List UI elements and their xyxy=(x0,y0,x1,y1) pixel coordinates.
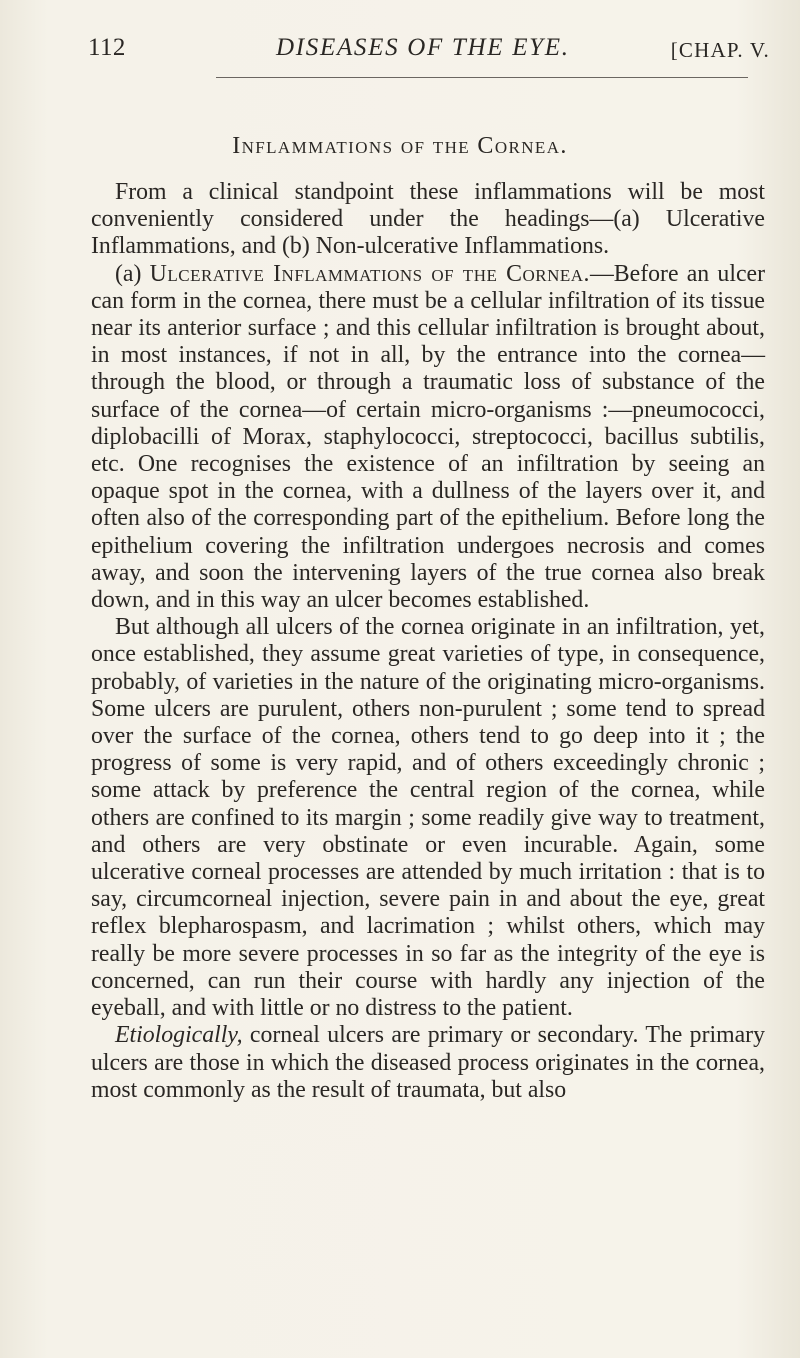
etiology-lead: Etiologically, xyxy=(115,1022,243,1049)
paragraph-ulcerative xyxy=(91,261,765,615)
paragraph-varieties xyxy=(91,614,765,1022)
paragraph-etiology xyxy=(91,1022,765,1104)
paragraph-intro-text: From a clinical standpoint these inflammations will be most conveniently considered under the headings—(a) Ulcerative Inflammations, and (b) Non-ulcerative Inflammations. xyxy=(91,179,765,260)
subsection-heading: Ulcerative Inflammations of the Cornea. xyxy=(149,260,590,287)
chapter-label: [CHAP. V. xyxy=(670,38,770,62)
running-header xyxy=(88,34,770,68)
body-text xyxy=(91,179,765,1104)
running-title: DISEASES OF THE EYE. xyxy=(276,34,570,61)
paragraph-intro xyxy=(91,179,765,261)
paragraph-etiology-text: corneal ulcers are primary or secondary. The primary ulcers are those in which the diseased process originates in the cornea, most commonly as the result of traumata, but also xyxy=(91,1022,765,1103)
section-title: Inflammations of the Cornea. xyxy=(232,133,568,159)
paragraph-varieties-text: But although all ulcers of the cornea originate in an infiltration, yet, once established, they assume great varieties of type, in consequence, probably, of varieties in the nature of the originating micro-organisms. Some ulcers are purulent, others non-purulent ; some tend to spread over the surface of the cornea, others tend to go deep into it ; the progress of some is very rapid, and of others exceedingly chronic ; some attack by preference the central region of the cornea, while others are confined to its margin ; some readily give way to treatment, and others are very obstinate or even incurable. Again, some ulcerative corneal processes are attended by much irritation : that is to say, circumcorneal injection, severe pain in and about the eye, great reflex blepharospasm, and lacrimation ; whilst others, which may really be more severe processes in so far as the integrity of the eye is concerned, can run their course with hardly any injection of the eyeball, and with little or no distress to the patient. xyxy=(91,614,765,1022)
header-rule xyxy=(216,77,748,78)
page-number: 112 xyxy=(88,34,126,61)
paragraph-ulcerative-text: —Before an ulcer can form in the cornea, there must be a cellular infiltration of its tissue near its anterior surface ; and this cellular infiltration is brought about, in most instances, if not in all, by the entrance into the cornea—through the blood, or through a traumatic loss of substance of the surface of the cornea—of certain micro-organisms :—pneumococci, diplobacilli of Morax, staphylococci, streptococci, bacillus subtilis, etc. One recognises the existence of an infiltration by seeing an opaque spot in the cornea, with a dullness of the layers over it, and often also of the corresponding part of the epithelium. Before long the epithelium covering the infiltration undergoes necrosis and comes away, and soon the intervening layers of the true cornea also break down, and in this way an ulcer becomes established. xyxy=(91,260,765,614)
subsection-marker: (a) xyxy=(115,260,142,287)
